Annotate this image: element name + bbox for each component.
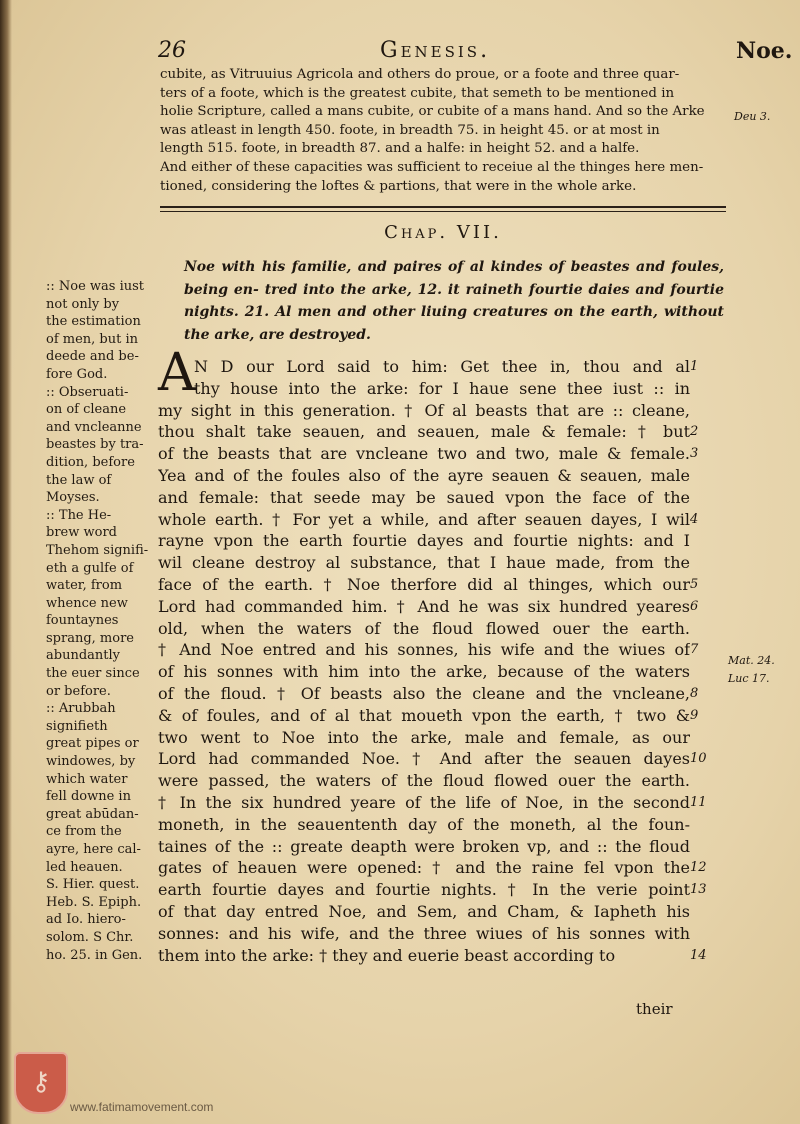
margin-note-line: deede and be- [46,349,139,365]
book-title: Genesis. [380,38,491,63]
margin-note-line: which water [46,771,128,787]
top-paragraph [160,66,726,196]
margin-reference: Luc 17. [728,672,770,685]
verse-number [690,552,718,574]
body-line: Lord had commanded Noe. † And after the seauen dayes [158,749,690,769]
verse-number: 9 [690,707,699,723]
verse-number [690,901,718,923]
top-margin-reference: Deu 3. [734,110,771,123]
body-text [158,356,690,966]
margin-note-line: great pipes or [46,736,139,752]
margin-note-line: :: Arubbah [46,701,116,717]
chapter-argument: Noe with his familie, and paires of al kindes of beastes and foules, being en- tred into the arke, 12. it raineth fourtie daies and fourtie nights. 21. Al men and other liuing creatures on the earth, without the arke, are destroyed. [184,259,724,343]
verse-number: 11 [690,794,707,810]
margin-note-line: Moyses. [46,490,100,506]
verse-number: 1 [690,359,699,374]
verse-number: 12 [690,860,707,876]
margin-note-line: not only by [46,296,120,312]
margin-note-line: fore God. [46,366,108,382]
verse-number: 5 [690,576,699,592]
margin-note-line: led heauen. [46,859,123,875]
body-line: † And Noe entred and his sonnes, his wife and the wiues of [158,640,690,660]
margin-note-line: :: Noe was iust [46,279,145,294]
body-line: of that day entred Noe, and Sem, and Cham, & Iapheth his [158,901,690,921]
margin-note-line: fell downe in [46,789,131,805]
left-margin-notes [46,278,154,964]
margin-note-line: beastes by tra- [46,437,144,453]
book-gutter [0,0,12,1124]
margin-note-line: signifieth [46,718,108,734]
body-line: and female: that seede may be saued vpon the face of the [158,487,690,507]
verse-number [690,487,718,509]
body-line: were passed, the waters of the floud flowed ouer the earth. [158,771,690,791]
margin-note-line: ho. 25. in Gen. [46,947,143,963]
body-line: † In the six hundred yeare of the life of Noe, in the second [158,792,690,812]
body-line: whole earth. † For yet a while, and after seauen dayes, I wil [158,509,690,529]
margin-note-line: ce from the [46,824,122,840]
section-rule [160,206,726,208]
body-line: old, when the waters of the floud flowed ouer the earth. [158,618,690,638]
verse-number: 7 [690,642,699,658]
verse-number [690,814,718,836]
margin-note-line: of men, but in [46,331,139,347]
body-line: earth fourtie dayes and fourtie nights. † In the verie point [158,880,690,900]
margin-note-line: the euer since [46,666,140,682]
body-line: rayne vpon the earth fourtie dayes and fourtie nights: and I [158,531,690,551]
margin-note-line: and vncleanne [46,419,142,435]
running-head: Noe. [736,38,793,64]
margin-note-line: eth a gulfe of [46,560,134,576]
verse-number [690,770,718,792]
verse-number: 10 [690,751,707,767]
keys-icon: ⚷ [31,1067,51,1097]
top-paragraph-line: tioned, considering the loftes & partions, that were in the whole arke. [160,178,637,194]
margin-note-line: on of cleane [46,402,127,418]
verse-number: 4 [690,511,699,527]
body-line: taines of the :: greate deapth were broken vp, and :: the floud [158,836,690,856]
watermark-url: www.fatimamovement.com [70,1100,214,1114]
body-line: of his sonnes with him into the arke, because of the waters [158,662,690,682]
page-number: 26 [158,38,186,63]
verse-number: 3 [690,446,699,462]
margin-note-line: windowes, by [46,754,136,770]
margin-note-line: ad Io. hiero- [46,912,126,928]
body-line: wil cleane destroy al substance, that I haue made, from the [158,553,690,573]
section-rule [160,211,726,212]
verse-number [690,836,718,858]
body-line: gates of heauen were opened: † and the raine fel vpon the [158,858,690,878]
margin-note-line: whence new [46,595,128,611]
margin-note-line: great abūdan- [46,806,139,822]
body-line: Lord had commanded him. † And he was six hundred yeares [158,596,690,616]
margin-note-line: or before. [46,683,111,699]
body-line: moneth, in the seauententh day of the moneth, al the foun- [158,814,690,834]
verse-number [690,661,718,683]
margin-note-line: the law of [46,472,112,488]
margin-note-line: brew word [46,525,117,541]
verse-number: 13 [690,882,707,898]
margin-note-line: water, from [46,578,123,594]
catchword: their [636,1000,673,1018]
margin-note-line: the estimation [46,314,141,330]
right-margin-references [728,652,794,688]
body-line: sonnes: and his wife, and the three wiues of his sonnes with [158,923,690,943]
verse-number: 2 [690,424,699,440]
papal-seal-logo [14,1052,68,1114]
verse-number [690,465,718,487]
verse-number: 6 [690,598,699,614]
top-paragraph-line: holie Scripture, called a mans cubite, or cubite of a mans hand. And so the Arke [160,104,705,120]
body-line: two went to Noe into the arke, male and female, as our [158,727,690,747]
margin-note-line: :: The He- [46,507,112,523]
top-paragraph-line: was atleast in length 450. foote, in breadth 75. in height 45. or at most in [160,122,660,138]
body-line: thou shalt take seauen, and seauen, male & female: † but [158,422,690,442]
margin-note-line: :: Obseruati- [46,384,129,400]
top-paragraph-line: cubite, as Vitruuius Agricola and others do proue, or a foote and three quar- [160,67,680,82]
margin-note-line: abundantly [46,648,120,664]
margin-note-line: Thehom signifi- [46,542,149,558]
verse-number: 8 [690,685,699,701]
verse-number [690,530,718,552]
margin-note-line: dition, before [46,454,135,470]
top-paragraph-line: length 515. foote, in breadth 87. and a halfe: in height 52. and a halfe. [160,141,640,157]
body-line: of the beasts that are vncleane two and two, male & female. [158,444,690,464]
margin-note-line: solom. S Chr. [46,929,134,945]
margin-note-line: ayre, here cal- [46,842,141,857]
top-paragraph-line: And either of these capacities was sufficient to receiue al the thinges here men- [160,159,704,175]
verse-number [690,618,718,640]
verse-numbers [690,356,718,966]
body-line: of the floud. † Of beasts also the cleane and the vncleane, [158,683,690,703]
margin-reference: Mat. 24. [728,654,775,667]
body-line: Yea and of the foules also of the ayre seauen & seauen, male [158,465,690,485]
body-line: N D our Lord said to him: Get thee in, thou and al [194,357,690,376]
verse-number [690,400,718,422]
body-line: & of foules, and of al that moueth vpon the earth, † two & [158,705,690,725]
body-line: my sight in this generation. † Of al beasts that are :: cleane, [158,400,690,420]
margin-note-line: S. Hier. quest. [46,877,140,893]
margin-note-line: sprang, more [46,630,134,646]
verse-number [690,923,718,945]
top-paragraph-line: ters of a foote, which is the greatest cubite, that semeth to be mentioned in [160,85,675,101]
verse-number: 14 [690,947,707,963]
chapter-heading: Chap. VII. [384,222,502,243]
body-line: face of the earth. † Noe therfore did al thinges, which our [158,574,690,594]
verse-number [690,727,718,749]
body-line: them into the arke: † they and euerie beast according to [158,945,616,965]
verse-number [690,378,718,400]
margin-note-line: Heb. S. Epiph. [46,894,142,910]
body-line: thy house into the arke: for I haue sene thee iust :: in [194,378,690,398]
drop-cap: A [158,343,196,403]
margin-note-line: fountaynes [46,613,119,629]
